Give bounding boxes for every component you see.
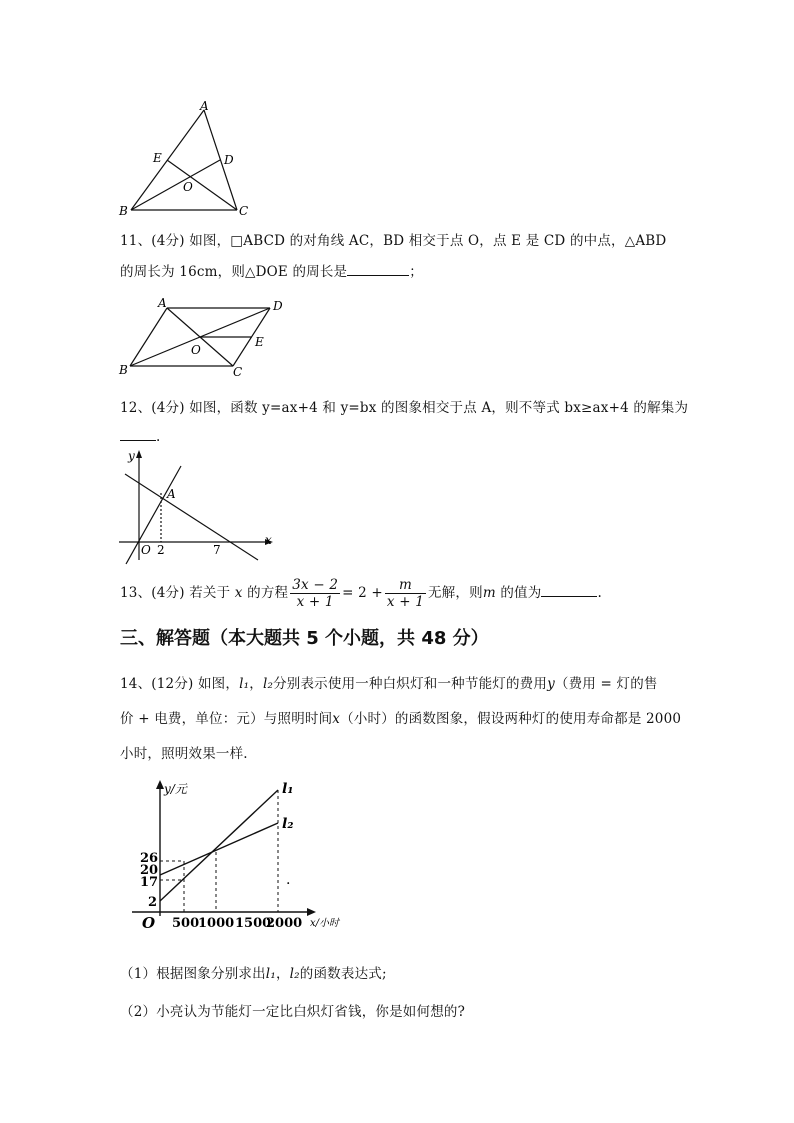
q12-answer-blank[interactable] <box>120 427 156 441</box>
line-l1-label: l₁ <box>282 781 294 797</box>
dot-mark: . <box>286 872 291 888</box>
q14-sub1: （1）根据图象分别求出l₁，l₂的函数表达式; <box>120 966 387 982</box>
label-C: C <box>233 365 243 379</box>
parallelogram-figure <box>115 296 295 380</box>
label-O: O <box>191 343 201 357</box>
label-B: B <box>119 363 128 377</box>
y-tick-2: 2 <box>148 895 158 910</box>
section-heading: 三、解答题（本大题共 5 个小题，共 48 分） <box>120 628 489 649</box>
q12-line2: . <box>120 427 161 445</box>
origin-label: O <box>141 543 151 557</box>
q11-line1: 11、(4分) 如图，□ABCD 的对角线 AC，BD 相交于点 O，点 E 是 CD 的中点，△ABD <box>120 233 667 249</box>
line-l2-label: l₂ <box>282 816 294 832</box>
q11-line2: 的周长为 16cm，则△DOE 的周长是 ； <box>120 264 423 280</box>
fraction-2: $\frac{m}{x + 1}$ <box>386 577 425 610</box>
fraction-1: $\frac{3x - 2}{x + 1}$ <box>292 577 339 610</box>
q13-answer-blank[interactable] <box>541 583 597 597</box>
label-B: B <box>119 204 128 218</box>
q14-sub2: （2）小亮认为节能灯一定比白炽灯省钱，你是如何想的? <box>120 1004 466 1020</box>
x-tick-500: 500 <box>172 916 200 931</box>
q14-line1: 14、(12分) 如图，l₁，l₂分别表示使用一种白炽灯和一种节能灯的费用y（费用 = 灯的售 <box>120 676 658 692</box>
origin-label: O <box>142 914 156 932</box>
label-E: E <box>255 335 264 349</box>
cost-graph-figure <box>130 776 380 938</box>
tick-7: 7 <box>213 543 221 557</box>
lines-graph-figure <box>115 448 280 566</box>
tick-2: 2 <box>157 543 165 557</box>
triangle-figure <box>115 98 260 220</box>
label-C: C <box>239 204 249 218</box>
q13-line: 13、(4分) 若关于 x 的方程 $\frac{3x - 2}{x + 1}$ = 2 + $\frac{m}{x + 1}$ 无解，则m 的值为 . <box>120 577 602 610</box>
label-O: O <box>183 180 193 194</box>
axis-x-label: x <box>265 533 272 547</box>
y-tick-26: 26 <box>140 851 159 866</box>
label-D: D <box>273 299 283 313</box>
q14-line3: 小时，照明效果一样. <box>120 746 248 762</box>
x-tick-2000: 2000 <box>266 916 303 931</box>
label-D: D <box>224 153 234 167</box>
axis-x-label: x/小时 <box>310 918 340 929</box>
label-A: A <box>200 99 209 113</box>
y-tick-17: 17 <box>140 875 159 890</box>
axis-y-label: y <box>128 449 135 463</box>
x-tick-1000: 1000 <box>198 916 235 931</box>
q14-line2: 价 + 电费，单位：元）与照明时间x（小时）的函数图象，假设两种灯的使用寿命都是 2000 <box>120 711 682 727</box>
axis-y-label: y/元 <box>164 782 187 796</box>
x-tick-1500: 1500 <box>235 916 272 931</box>
q12-line1: 12、(4分) 如图，函数 y=ax+4 和 y=bx 的图象相交于点 A，则不等式 bx≥ax+4 的解集为 <box>120 400 689 416</box>
point-A-label: A <box>167 487 176 501</box>
y-tick-20: 20 <box>140 863 159 878</box>
q11-answer-blank[interactable] <box>347 262 409 276</box>
label-E: E <box>153 151 162 165</box>
label-A: A <box>158 296 167 310</box>
